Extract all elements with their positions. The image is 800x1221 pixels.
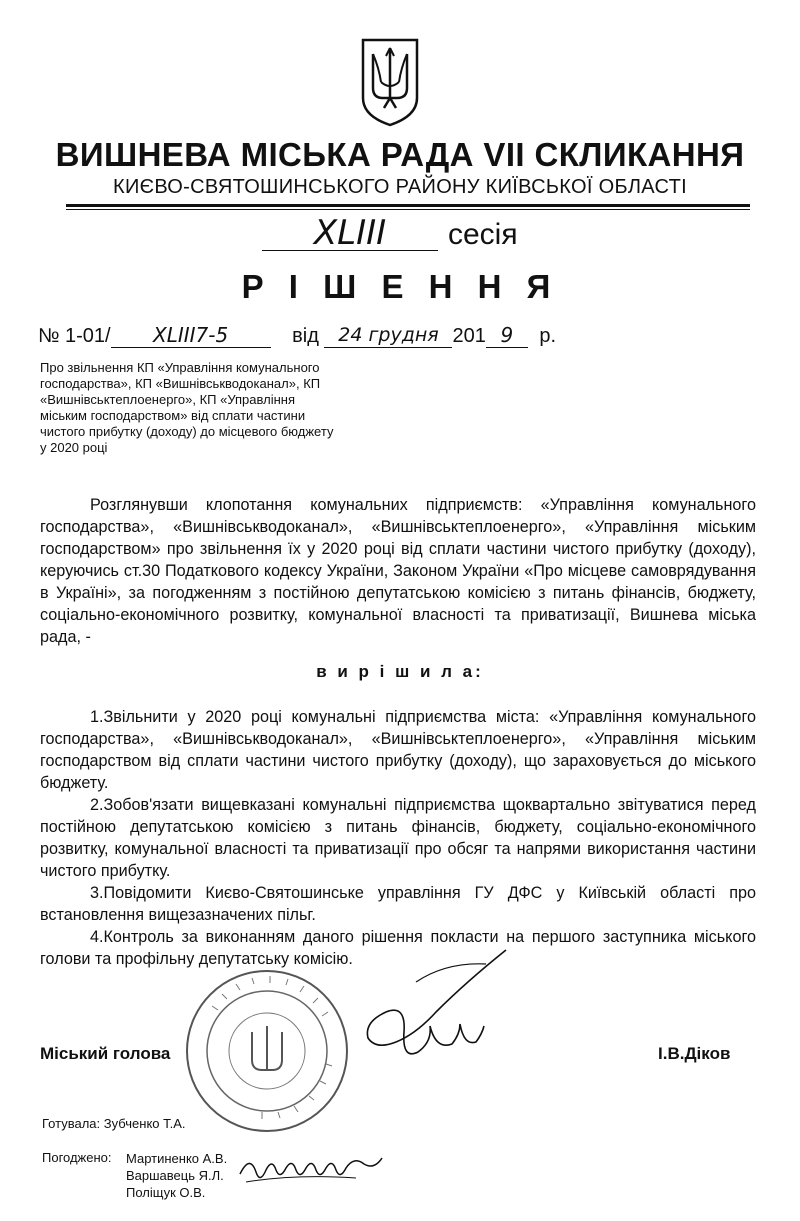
date-from-label: від [292,325,319,347]
council-subtitle: КИЄВО-СВЯТОШИНСЬКОГО РАЙОНУ КИЇВСЬКОЇ ОБЛАСТІ [113,176,687,198]
decision-items [40,706,756,970]
session-label: сесія [448,218,518,251]
decision-item: 2.Зобов'язати вищевказані комунальні підприємства щоквартально звітуватися перед постійною депутатською комісією з питань фінансів, бюджету, соціально-економічного розвитку, комунальної власності та приватизації про обсяг та напрями використання частини чистого прибутку. [40,796,756,880]
decision-item: 1.Звільнити у 2020 році комунальні підприємства міста: «Управління комунального господарства», «Вишнівськводоканал», «Вишнівськтеплоенерго», «Управління міським господарством від сплати частини чистого прибутку (доходу), що зараховується до міського бюджету. [40,708,756,792]
agreed-name: Поліщук О.В. [126,1185,206,1200]
official-stamp [182,966,352,1136]
number-prefix: № 1-01/ [38,325,111,347]
header-divider-thin [66,209,750,210]
agreed-list [126,1150,227,1201]
decided-heading: в и р і ш и л а: [316,662,484,681]
decision-title: Р І Ш Е Н Н Я [241,268,559,305]
year-digit: 9 [486,323,528,348]
mayor-label: Міський голова [40,1044,171,1063]
decision-item: 4.Контроль за виконанням даного рішення покласти на першого заступника міського голови та профільну депутатську комісію. [40,928,756,968]
prepared-by: Готувала: Зубченко Т.А. [42,1116,186,1131]
approver-signature [236,1144,386,1192]
mayor-name: І.В.Діков [658,1044,731,1063]
preamble-paragraph: Розглянувши клопотання комунальних підприємств: «Управління комунального господарства», «Вишнівськводоканал», «Вишнівськтеплоенерго», «Управління міським господарством» про звільнення їх у 2020 році від сплати частини чистого прибутку (доходу), керуючись ст.30 Податкового кодексу України, Законом України «Про місцеве самоврядування в Україні», за погодженням з постійною депутатською комісією з питань фінансів, бюджету, соціально-економічного розвитку, комунальної власності та приватизації, Вишнева міська рада, - [40,496,756,646]
decision-item: 3.Повідомити Києво-Святошинське управління ГУ ДФС у Київській області про встановлення вищезазначених пільг. [40,884,756,924]
trident-emblem-icon [359,36,421,128]
year-suffix: р. [539,325,557,347]
document-number: XLIII7-5 [111,323,271,348]
header-divider-thick [66,204,750,207]
agreed-name: Варшавець Я.Л. [126,1168,224,1183]
agreed-name: Мартиненко А.В. [126,1151,228,1166]
mayor-signature [356,942,536,1082]
session-number: XLIII [262,216,438,251]
document-date: 24 грудня [324,323,452,348]
document-number-line [38,323,556,348]
agreed-label: Погоджено: [42,1150,112,1165]
decision-subject: Про звільнення КП «Управління комунального господарства», КП «Вишнівськводоканал», КП «Вишнівськтеплоенерго», КП «Управління міським господарством» від сплати частини чистого прибутку (доходу) до місцевого бюджету у 2020 році [40,360,334,455]
council-title: ВИШНЕВА МІСЬКА РАДА VII СКЛИКАННЯ [55,136,745,173]
year-prefix: 201 [452,325,486,347]
